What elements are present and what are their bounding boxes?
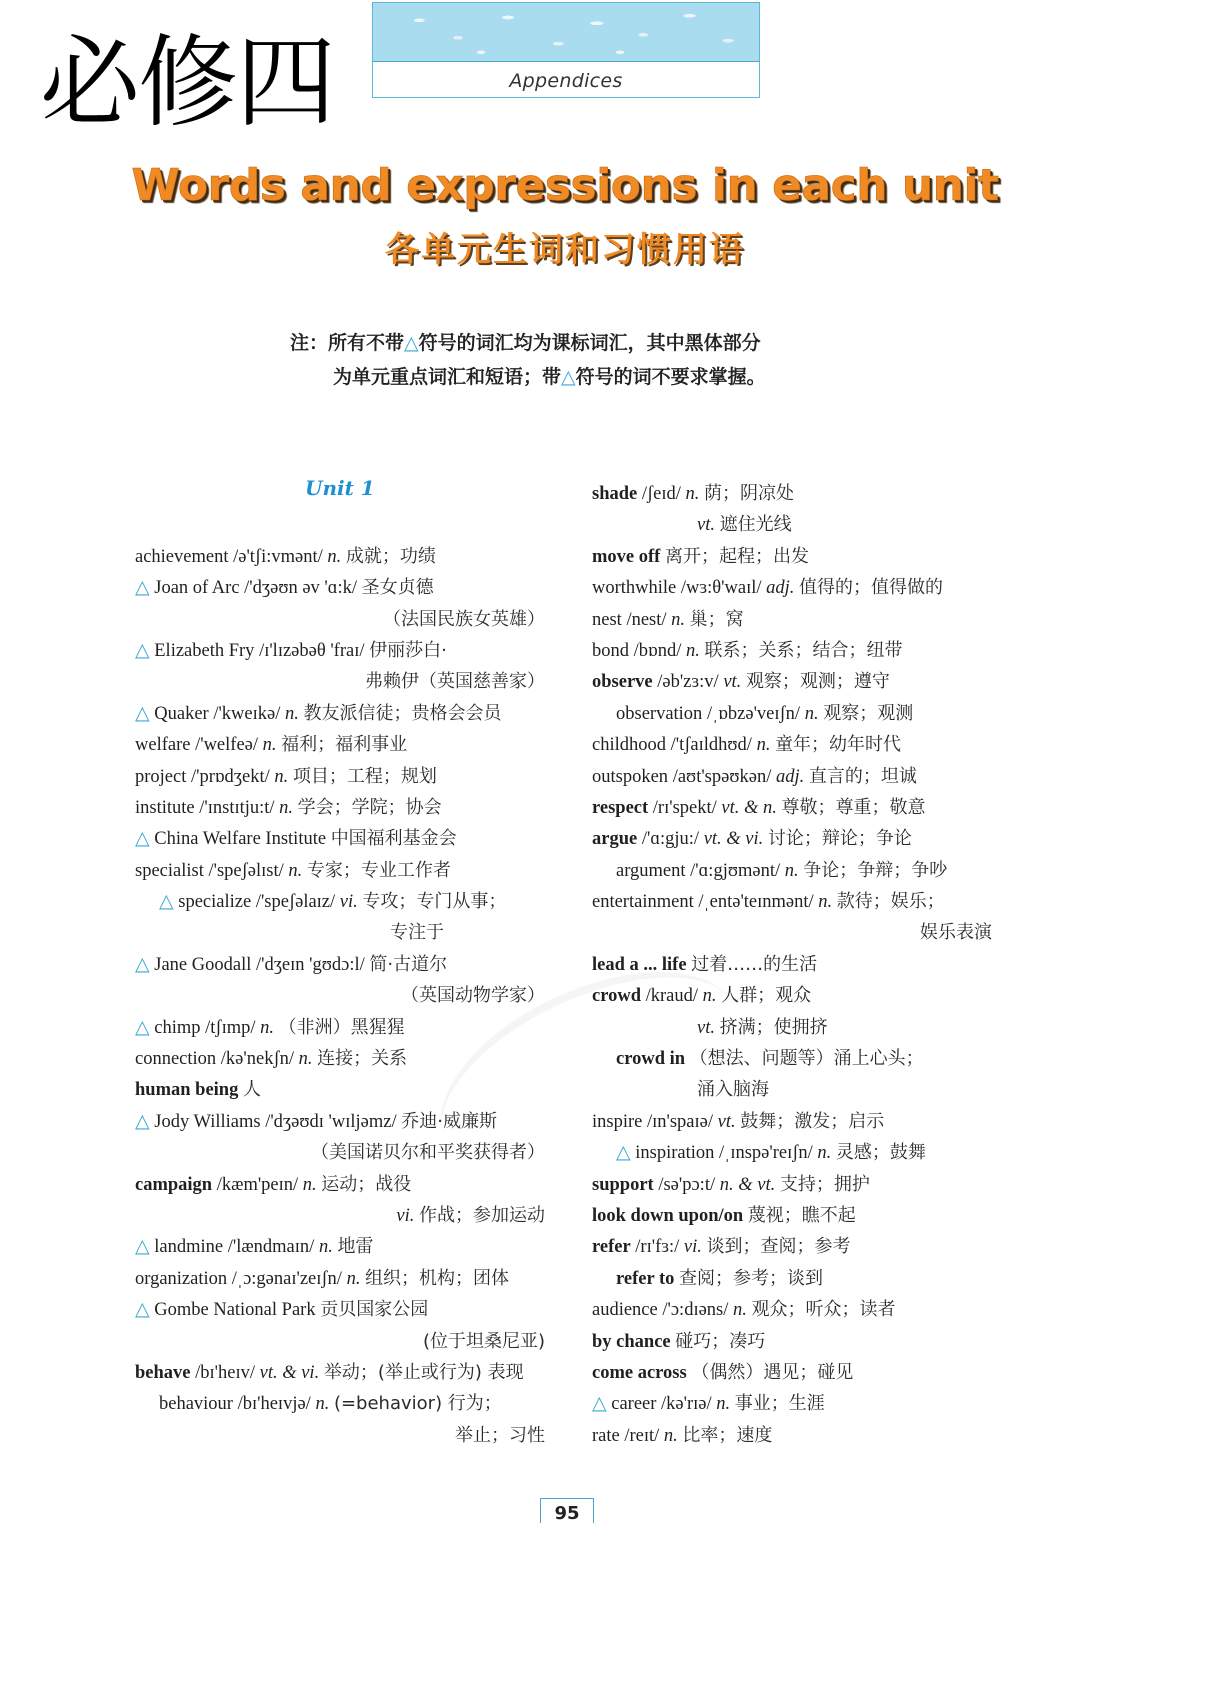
vocab-entry: [592, 1263, 992, 1294]
meaning: 观察；观测: [823, 702, 914, 724]
phonetic: /kə'nekʃn/: [220, 1049, 294, 1070]
triangle-icon: △: [159, 890, 174, 913]
headword: nest: [592, 609, 622, 630]
vocab-entry: [135, 1169, 545, 1200]
banner-image: [373, 3, 759, 62]
meaning: 谈到；查阅；参考: [706, 1236, 851, 1258]
vocab-entry: [592, 823, 992, 854]
vocab-entry: [592, 604, 992, 635]
vocab-entry: [592, 1200, 992, 1231]
triangle-icon: △: [135, 827, 150, 850]
meaning: 成就；功绩: [345, 545, 436, 567]
meaning: 人: [242, 1079, 261, 1101]
entry-continuation: [592, 509, 992, 540]
meaning: 乔迪·威廉斯: [401, 1110, 497, 1132]
vocab-column-left: [135, 478, 545, 1451]
entry-continuation: [135, 666, 545, 697]
entry-continuation: [592, 917, 992, 948]
phonetic: /'dʒəʊdɪ 'wɪljəmz/: [265, 1111, 397, 1132]
part-of-speech: n.: [817, 1143, 832, 1164]
part-of-speech: n.: [756, 735, 771, 756]
phonetic: /rɪ'spekt/: [652, 797, 717, 818]
meaning: 弗赖伊（英国慈善家）: [365, 671, 545, 693]
phonetic: /kə'rɪə/: [661, 1394, 712, 1415]
meaning: 联系；关系；结合；纽带: [704, 639, 903, 661]
vocab-entry: [592, 1388, 992, 1419]
meaning: 比率；速度: [682, 1424, 773, 1446]
meaning: 地雷: [337, 1236, 374, 1258]
meaning: 学会；学院；协会: [297, 796, 442, 818]
headword: audience: [592, 1300, 658, 1321]
headword: support: [592, 1174, 654, 1195]
meaning: 查阅；参考；谈到: [679, 1267, 823, 1289]
vocab-entry: [592, 1043, 992, 1074]
part-of-speech: vt.: [697, 1017, 715, 1038]
phonetic: /'dʒeɪn 'gʊdɔ:l/: [255, 954, 365, 975]
headword: worthwhile: [592, 578, 677, 599]
part-of-speech: n.: [327, 546, 342, 567]
phonetic: /'welfeə/: [195, 735, 259, 756]
entry-continuation: [592, 1012, 992, 1043]
meaning: 碰巧；凑巧: [675, 1330, 766, 1352]
phonetic: /'dʒəʊn əv 'ɑ:k/: [244, 578, 357, 599]
headword: come across: [592, 1362, 687, 1383]
banner-label: Appendices: [509, 70, 623, 92]
part-of-speech: n.: [671, 609, 686, 630]
headword: respect: [592, 797, 649, 818]
meaning: 观众；听众；读者: [751, 1299, 896, 1321]
part-of-speech: vt. & vi.: [259, 1362, 320, 1383]
part-of-speech: vt. & vi.: [703, 829, 764, 850]
phonetic: /sə'pɔ:t/: [658, 1174, 716, 1195]
note-text: 为单元重点词汇和短语；带: [333, 366, 562, 388]
headword: Gombe National Park: [154, 1300, 316, 1321]
meaning: 组织；机构；团体: [365, 1267, 510, 1289]
headword: entertainment: [592, 892, 694, 913]
part-of-speech: n.: [318, 1237, 333, 1258]
meaning: (=behavior) 行为；: [333, 1393, 502, 1415]
headword: Quaker: [154, 703, 209, 724]
vocab-entry: [135, 886, 545, 917]
part-of-speech: n.: [262, 735, 277, 756]
meaning: 涌入脑海: [697, 1079, 769, 1101]
vocab-entry: [592, 1294, 992, 1325]
meaning: 离开；起程；出发: [664, 545, 809, 567]
meaning: 专家；专业工作者: [306, 859, 451, 881]
vocab-entry: [592, 980, 992, 1011]
entry-continuation: [135, 980, 545, 1011]
vocab-entry: [135, 1263, 545, 1294]
headword: Jane Goodall: [154, 954, 252, 975]
meaning: 福利；福利事业: [281, 734, 408, 756]
entry-continuation: [135, 604, 545, 635]
phonetic: /bɒnd/: [633, 640, 682, 661]
headword: campaign: [135, 1174, 213, 1195]
vocab-entry: [592, 729, 992, 760]
meaning: 款待；娱乐；: [836, 891, 945, 913]
headword: Joan of Arc: [154, 578, 240, 599]
triangle-icon: △: [135, 1298, 150, 1321]
triangle-icon: △: [135, 1015, 150, 1038]
meaning: 尊敬；尊重；敬意: [781, 796, 926, 818]
headword: inspire: [592, 1111, 643, 1132]
meaning: 简·古道尔: [369, 953, 448, 975]
meaning: 项目；工程；规划: [292, 765, 437, 787]
phonetic: /rɪ'fɜ:/: [635, 1237, 680, 1258]
meaning: 过着……的生活: [691, 953, 818, 975]
vocab-entry: [135, 541, 545, 572]
note-text: 符号的词不要求掌握。: [575, 366, 766, 388]
vocab-entry: [135, 823, 545, 854]
phonetic: /ˌɪnspə'reɪʃn/: [719, 1143, 813, 1164]
headword: career: [611, 1394, 657, 1415]
vocab-entry: [135, 635, 545, 666]
headword: observe: [592, 672, 653, 693]
headword: crowd in: [616, 1049, 686, 1070]
vocab-entry: [592, 761, 992, 792]
phonetic: /'speʃəlɪst/: [208, 860, 284, 881]
headword: behaviour: [159, 1394, 233, 1415]
meaning: 中国福利基金会: [330, 828, 457, 850]
meaning: 作战；参加运动: [419, 1204, 545, 1226]
meaning: 伊丽莎白·: [369, 639, 447, 661]
part-of-speech: n.: [302, 1174, 317, 1195]
headword: China Welfare Institute: [154, 829, 327, 850]
phonetic: /ɪ'lɪzəbəθ 'fraɪ/: [259, 640, 365, 661]
headword: move off: [592, 546, 661, 567]
vocab-entry: [135, 729, 545, 760]
part-of-speech: n.: [685, 484, 700, 504]
triangle-icon: △: [135, 638, 150, 661]
phonetic: /ʃeɪd/: [641, 484, 681, 504]
entry-continuation: [135, 1137, 545, 1168]
meaning: 教友派信徒；贵格会会员: [303, 702, 502, 724]
phonetic: /bɪ'heɪv/: [195, 1362, 255, 1383]
headword: landmine: [154, 1237, 224, 1258]
headword: connection: [135, 1049, 217, 1070]
vocab-entry: [135, 761, 545, 792]
meaning: 值得的；值得做的: [799, 577, 944, 599]
phonetic: /'ɑ:gjʊmənt/: [690, 860, 781, 881]
meaning: 荫；阴凉处: [704, 483, 795, 504]
headword: Elizabeth Fry: [154, 640, 255, 661]
meaning: （美国诺贝尔和平奖获得者）: [311, 1142, 545, 1164]
phonetic: /ˌentə'teɪnmənt/: [698, 892, 814, 913]
part-of-speech: vt.: [723, 672, 742, 693]
meaning: 事业；生涯: [734, 1393, 825, 1415]
meaning: (位于坦桑尼亚): [422, 1330, 545, 1352]
vocab-entry: [592, 1357, 992, 1388]
part-of-speech: n.: [285, 703, 299, 724]
headword: welfare: [135, 735, 191, 756]
phonetic: /reɪt/: [624, 1425, 660, 1446]
part-of-speech: vi.: [396, 1205, 415, 1226]
headword: institute: [135, 797, 195, 818]
phonetic: /aʊt'spəʊkən/: [672, 766, 772, 787]
entry-continuation: [592, 1074, 992, 1105]
meaning: 贡贝国家公园: [320, 1299, 429, 1321]
part-of-speech: vt. & n.: [721, 797, 777, 818]
phonetic: /ɪn'spaɪə/: [646, 1111, 713, 1132]
phonetic: /ˌɔ:gənaɪ'zeɪʃn/: [231, 1268, 342, 1289]
phonetic: /'prɒdʒekt/: [191, 766, 270, 787]
vocab-entry: [592, 1326, 992, 1357]
part-of-speech: vi.: [339, 892, 358, 913]
part-of-speech: n.: [274, 766, 289, 787]
meaning: 举止；习性: [455, 1424, 545, 1446]
triangle-icon: △: [135, 701, 150, 724]
headword: argument: [616, 860, 686, 881]
part-of-speech: n.: [288, 860, 303, 881]
part-of-speech: n.: [298, 1049, 313, 1070]
part-of-speech: n.: [685, 640, 700, 661]
phonetic: /'ɔ:dɪəns/: [662, 1300, 729, 1321]
appendices-banner: [372, 2, 760, 98]
vocab-entry: [135, 1043, 545, 1074]
part-of-speech: n.: [663, 1425, 678, 1446]
phonetic: /'speʃəlaɪz/: [255, 892, 336, 913]
meaning: （法国民族女英雄）: [383, 608, 545, 630]
phonetic: /'ɪnstɪtju:t/: [199, 797, 275, 818]
headword: shade: [592, 484, 638, 504]
meaning: 专注于: [390, 922, 444, 944]
part-of-speech: n.: [804, 703, 819, 724]
vocab-entry: [592, 698, 992, 729]
headword: refer to: [616, 1268, 675, 1289]
triangle-icon: △: [135, 1109, 150, 1132]
triangle-icon: △: [592, 1392, 607, 1415]
meaning: 灵感；鼓舞: [835, 1142, 926, 1164]
phonetic: /nest/: [626, 609, 667, 630]
meaning: 人群；观众: [721, 985, 812, 1007]
triangle-icon: △: [135, 1235, 150, 1258]
meaning: 鼓舞；激发；启示: [740, 1110, 885, 1132]
entry-continuation: [135, 1200, 545, 1231]
part-of-speech: n.: [702, 986, 717, 1007]
triangle-icon: △: [404, 332, 419, 354]
headword: outspoken: [592, 766, 669, 787]
phonetic: /tʃɪmp/: [205, 1017, 256, 1038]
meaning: 讨论；辩论；争论: [767, 828, 912, 850]
phonetic: /ˌɒbzə'veɪʃn/: [706, 703, 801, 724]
triangle-icon: △: [135, 576, 150, 599]
meaning: 巢；窝: [689, 608, 744, 630]
vocab-entry: [135, 1231, 545, 1262]
meaning: 娱乐表演: [920, 922, 992, 944]
meaning: （英国动物学家）: [401, 985, 545, 1007]
headword: childhood: [592, 735, 666, 756]
headword: argue: [592, 829, 638, 850]
vocab-entry: [135, 1106, 545, 1137]
phonetic: /kraud/: [645, 986, 699, 1007]
vocab-entry: [135, 572, 545, 603]
heading-chinese: 各单元生词和习惯用语: [385, 230, 745, 270]
triangle-icon: △: [616, 1141, 631, 1164]
vocab-entry: [135, 1388, 545, 1419]
headword: specialize: [178, 892, 252, 913]
phonetic: /'tʃaɪldhʊd/: [670, 735, 752, 756]
unit-title: Unit 1: [305, 476, 375, 500]
phonetic: /bɪ'heɪvjə/: [237, 1394, 311, 1415]
headword: Jody Williams: [154, 1111, 261, 1132]
part-of-speech: n.: [716, 1394, 731, 1415]
vocab-entry: [592, 478, 992, 509]
headword: by chance: [592, 1331, 671, 1352]
note-text: 注：所有不带: [290, 332, 405, 354]
triangle-icon: △: [561, 366, 576, 388]
meaning: 支持；拥护: [779, 1173, 870, 1195]
meaning: 举动；(举止或行为) 表现: [323, 1361, 524, 1383]
vocab-entry: [592, 855, 992, 886]
meaning: 直言的；坦诚: [808, 765, 917, 787]
part-of-speech: n.: [818, 892, 833, 913]
vocab-entry: [135, 949, 545, 980]
part-of-speech: adj.: [766, 578, 795, 599]
part-of-speech: n.: [346, 1268, 361, 1289]
phonetic: /əb'zɜ:v/: [657, 672, 719, 693]
meaning: 童年；幼年时代: [775, 734, 902, 756]
vocab-entry: [135, 1012, 545, 1043]
meaning: 蔑视；瞧不起: [747, 1204, 856, 1226]
vocab-entry: [135, 1357, 545, 1388]
headword: organization: [135, 1268, 228, 1289]
part-of-speech: n.: [784, 860, 799, 881]
vocab-entry: [592, 886, 992, 917]
note-text: 符号的词汇均为课标词汇，其中黑体部分: [418, 332, 761, 354]
headword: refer: [592, 1237, 631, 1258]
heading-english: Words and expressions in each unit: [131, 160, 999, 211]
triangle-icon: △: [135, 952, 150, 975]
vocab-entry: [592, 541, 992, 572]
meaning: 观察；观测；遵守: [745, 671, 890, 693]
meaning: 连接；关系: [317, 1048, 408, 1070]
part-of-speech: n.: [315, 1394, 330, 1415]
meaning: 争论；争辩；争吵: [803, 859, 948, 881]
phonetic: /'lændmaɪn/: [227, 1237, 315, 1258]
headword: behave: [135, 1362, 191, 1383]
headword: achievement: [135, 546, 229, 567]
headword: project: [135, 766, 187, 787]
headword: lead a ... life: [592, 954, 687, 975]
headword: crowd: [592, 986, 641, 1007]
headword: rate: [592, 1425, 620, 1446]
meaning: （偶然）遇见；碰见: [691, 1361, 854, 1383]
headword: observation: [616, 703, 703, 724]
phonetic: /wɜ:θ'waɪl/: [680, 578, 762, 599]
part-of-speech: n.: [260, 1017, 274, 1038]
vocab-entry: [592, 572, 992, 603]
vocab-entry: [592, 792, 992, 823]
meaning: 圣女贞德: [361, 577, 434, 599]
phonetic: /kæm'peɪn/: [216, 1174, 299, 1195]
part-of-speech: vt.: [697, 515, 715, 536]
part-of-speech: vt.: [717, 1111, 736, 1132]
vocab-entry: [592, 949, 992, 980]
part-of-speech: n. & vt.: [719, 1174, 776, 1195]
headword: inspiration: [635, 1143, 715, 1164]
phonetic: /ə'tʃi:vmənt/: [233, 546, 323, 567]
part-of-speech: adj.: [775, 766, 805, 787]
part-of-speech: n.: [733, 1300, 747, 1321]
meaning: 运动；战役: [321, 1173, 412, 1195]
vocab-entry: [592, 1106, 992, 1137]
headword: bond: [592, 640, 629, 661]
page-number: 95: [540, 1498, 594, 1523]
vocab-entry: [135, 855, 545, 886]
vocab-entry: [135, 1074, 545, 1105]
meaning: （想法、问题等）涌上心头；: [689, 1048, 924, 1070]
vocab-entry: [135, 698, 545, 729]
entry-continuation: [135, 1420, 545, 1451]
phonetic: /'ɑ:gju:/: [641, 829, 700, 850]
vocab-entry: [135, 792, 545, 823]
vocab-entry: [592, 666, 992, 697]
vocab-entry: [592, 635, 992, 666]
page-label: 必修四: [40, 24, 334, 141]
headword: specialist: [135, 860, 204, 881]
meaning: 专攻；专门从事；: [362, 891, 507, 913]
vocab-entry: [592, 1420, 992, 1451]
headword: human being: [135, 1080, 239, 1101]
vocab-entry: [592, 1137, 992, 1168]
entry-continuation: [135, 1326, 545, 1357]
entry-continuation: [135, 917, 545, 948]
phonetic: /'kweɪkə/: [213, 703, 281, 724]
part-of-speech: n.: [279, 797, 294, 818]
meaning: 挤满；使拥挤: [719, 1016, 828, 1038]
meaning: （非洲）黑猩猩: [278, 1016, 405, 1038]
vocab-entry: [592, 1231, 992, 1262]
vocab-entry: [592, 1169, 992, 1200]
part-of-speech: vi.: [683, 1237, 702, 1258]
headword: chimp: [154, 1017, 201, 1038]
vocab-column-right: [592, 478, 992, 1451]
note-line-2: [333, 360, 766, 394]
headword: look down upon/on: [592, 1205, 744, 1226]
meaning: 遮住光线: [719, 514, 792, 536]
note-line-1: [290, 326, 761, 360]
vocab-entry: [135, 1294, 545, 1325]
